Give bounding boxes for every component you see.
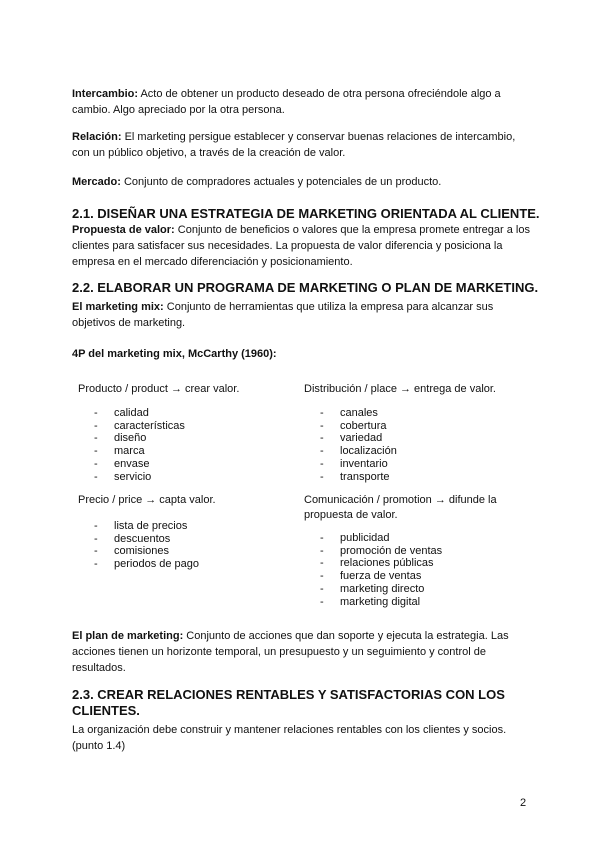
term-plan-de-marketing: El plan de marketing: [72, 630, 184, 642]
place-heading: Distribución / place → entrega de valor. [304, 383, 496, 395]
list-item: - relaciones públicas [320, 557, 442, 570]
paragraph-text: Conjunto de acciones que dan soporte y ejecuta la estrategia. Las acciones tienen un horizonte temporal, un presupuesto y un seguimiento y control de resultados. [72, 630, 509, 674]
list-item: - variedad [320, 432, 397, 445]
list-item: - características [94, 420, 185, 433]
list-item: - lista de precios [94, 520, 199, 533]
list-item: - periodos de pago [94, 558, 199, 571]
plan-de-marketing-paragraph [72, 628, 532, 676]
definition-text: Conjunto de compradores actuales y potenciales de un producto. [120, 176, 442, 188]
term-intercambio: Intercambio: [72, 88, 139, 100]
price-heading: Precio / price → capta valor. [78, 494, 216, 506]
term-mercado: Mercado: [72, 176, 121, 188]
list-item: - publicidad [320, 532, 442, 545]
place-list [320, 407, 397, 483]
definition-text: El marketing persigue establecer y conservar buenas relaciones de intercambio, con un público objetivo, a través de la creación de valor. [72, 131, 516, 159]
propuesta-de-valor-paragraph [72, 222, 532, 270]
promotion-list [320, 532, 442, 608]
paragraph-text: Conjunto de beneficios o valores que la empresa promete entregar a los clientes para satisfacer sus necesidades. La propuesta de valor diferencia y posiciona la empresa en el mercado diferenciación y posicionamiento. [72, 224, 530, 268]
list-item: - diseño [94, 432, 185, 445]
section-2-2-title: 2.2. ELABORAR UN PROGRAMA DE MARKETING O PLAN DE MARKETING. [72, 280, 539, 295]
list-item: - canales [320, 407, 397, 420]
relaciones-paragraph: La organización debe construir y mantener relaciones rentables con los clientes y socios. (punto 1.4) [72, 724, 507, 752]
list-item: - marca [94, 445, 185, 458]
term-marketing-mix: El marketing mix: [72, 301, 164, 313]
definition-relacion [72, 129, 532, 161]
definition-mercado [72, 174, 532, 190]
list-item: - promoción de ventas [320, 545, 442, 558]
product-heading: Producto / product → crear valor. [78, 383, 240, 395]
list-item: - descuentos [94, 533, 199, 546]
marketing-mix-paragraph [72, 299, 532, 331]
list-item: - inventario [320, 458, 397, 471]
list-item: - servicio [94, 471, 185, 484]
section-2-1-title: 2.1. DISEÑAR UNA ESTRATEGIA DE MARKETING ORIENTADA AL CLIENTE. [72, 206, 540, 221]
promotion-heading: Comunicación / promotion → difunde la propuesta de valor. [304, 494, 497, 521]
paragraph-text: Conjunto de herramientas que utiliza la empresa para alcanzar sus objetivos de marketing. [72, 301, 494, 329]
list-item: - localización [320, 445, 397, 458]
list-item: - calidad [94, 407, 185, 420]
list-item: - marketing digital [320, 596, 442, 609]
price-list [94, 520, 199, 571]
list-item: - comisiones [94, 545, 199, 558]
list-item: - marketing directo [320, 583, 442, 596]
list-item: - envase [94, 458, 185, 471]
term-propuesta-de-valor: Propuesta de valor: [72, 224, 175, 236]
term-relacion: Relación: [72, 131, 122, 143]
page-number: 2 [520, 797, 527, 809]
definition-text: Acto de obtener un producto deseado de otra persona ofreciéndole algo a cambio. Algo apreciado por la otra persona. [72, 88, 501, 116]
list-item: - fuerza de ventas [320, 570, 442, 583]
section-2-3-title: 2.3. CREAR RELACIONES RENTABLES Y SATISFACTORIAS CON LOS CLIENTES. [72, 687, 505, 718]
product-list [94, 407, 185, 483]
definition-intercambio [72, 86, 532, 118]
list-item: - transporte [320, 471, 397, 484]
list-item: - cobertura [320, 420, 397, 433]
four-p-subtitle: 4P del marketing mix, McCarthy (1960): [72, 348, 277, 360]
